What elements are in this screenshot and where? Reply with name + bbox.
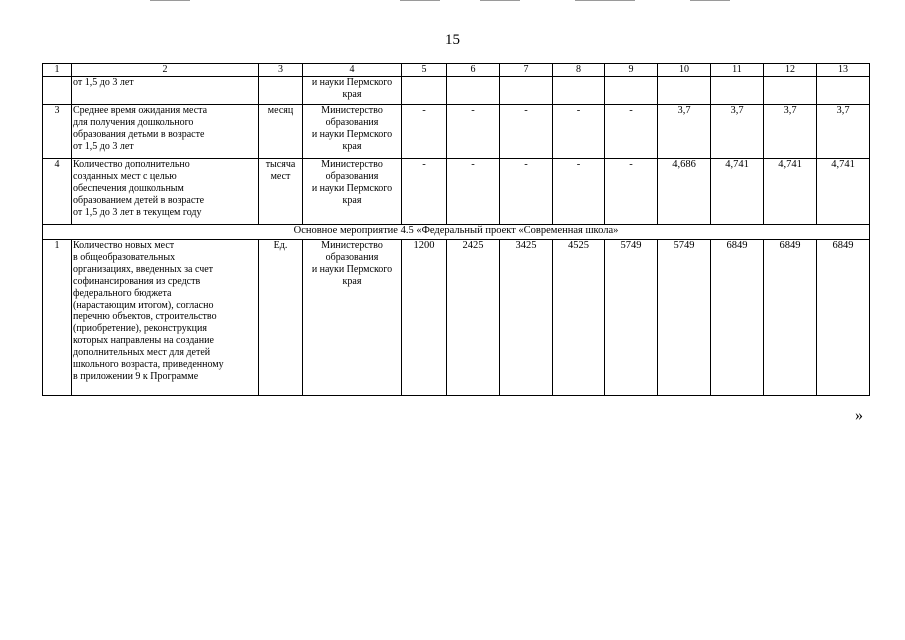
- section-header-row: [43, 225, 870, 240]
- indicator-value: 6849: [817, 240, 870, 396]
- cell-text-line: в приложении 9 к Программе: [73, 370, 199, 382]
- column-number-cell: 11: [711, 64, 764, 77]
- indicator-value: -: [402, 159, 447, 225]
- cell-text-line: Министерство: [321, 105, 383, 116]
- column-number-cell: 13: [817, 64, 870, 77]
- row-number: 1: [43, 240, 72, 396]
- cell-text-line: Количество дополнительно: [73, 159, 190, 170]
- column-number-row: [43, 64, 870, 77]
- indicator-value: [711, 77, 764, 105]
- cell-text-line: образования: [325, 116, 379, 128]
- cell-text-line: тысяча: [265, 159, 296, 170]
- page-number: 15: [445, 32, 460, 48]
- row-number: 4: [43, 159, 72, 225]
- column-number-cell: 10: [658, 64, 711, 77]
- cell-text-line: от 1,5 до 3 лет в текущем году: [73, 206, 202, 218]
- section-title: Основное мероприятие 4.5 «Федеральный проект «Современная школа»: [43, 225, 870, 240]
- indicator-value: -: [500, 159, 553, 225]
- indicator-value: 3,7: [764, 105, 817, 159]
- column-number-cell: 12: [764, 64, 817, 77]
- column-number-cell: 8: [553, 64, 605, 77]
- indicator-name: [72, 159, 259, 225]
- cell-text-line: Министерство: [321, 240, 383, 251]
- closing-quote: »: [855, 407, 863, 424]
- indicator-value: [658, 77, 711, 105]
- cell-text-line: для получения дошкольного: [73, 116, 194, 128]
- indicator-value: -: [447, 159, 500, 225]
- indicator-value: 5749: [605, 240, 658, 396]
- cell-text-line: дополнительных мест для детей: [73, 347, 211, 359]
- indicator-value: -: [605, 159, 658, 225]
- column-number-cell: 3: [259, 64, 303, 77]
- indicator-value: -: [605, 105, 658, 159]
- cell-text-line: образования: [325, 170, 379, 182]
- responsible-executor: [303, 240, 402, 396]
- indicator-value: 5749: [658, 240, 711, 396]
- cell-text-line: образования детьми в возрасте: [73, 128, 205, 140]
- row-number: 3: [43, 105, 72, 159]
- indicator-value: [447, 77, 500, 105]
- cell-text-line: образованием детей в возрасте: [73, 194, 205, 206]
- indicator-value: -: [402, 105, 447, 159]
- indicator-name: [72, 105, 259, 159]
- cell-text-line: от 1,5 до 3 лет: [73, 77, 134, 88]
- indicator-value: [553, 77, 605, 105]
- column-number-cell: 9: [605, 64, 658, 77]
- indicator-value: [500, 77, 553, 105]
- table-row: [43, 240, 870, 396]
- unit-of-measure: [259, 240, 303, 396]
- column-number-cell: 2: [72, 64, 259, 77]
- scan-artifact-line: [575, 0, 635, 1]
- scan-artifact-line: [400, 0, 440, 1]
- cell-text-line: от 1,5 до 3 лет: [73, 140, 134, 152]
- indicator-value: 3425: [500, 240, 553, 396]
- cell-text-line: созданных мест с целью: [73, 170, 177, 182]
- cell-text-line: (нарастающим итогом), согласно: [73, 299, 214, 311]
- indicator-name: [72, 77, 259, 105]
- table-row: [43, 105, 870, 159]
- unit-of-measure: [259, 77, 303, 105]
- cell-text-line: школьного возраста, приведенному: [73, 359, 224, 371]
- indicator-value: 3,7: [658, 105, 711, 159]
- cell-text-line: Среднее время ожидания места: [73, 105, 208, 116]
- cell-text-line: края: [342, 140, 362, 152]
- indicator-value: 4,686: [658, 159, 711, 225]
- cell-text-line: образования: [325, 251, 379, 263]
- indicator-value: 4525: [553, 240, 605, 396]
- table-body: [43, 64, 870, 396]
- indicator-value: -: [500, 105, 553, 159]
- indicator-value: 4,741: [711, 159, 764, 225]
- cell-text-line: и науки Пермского: [311, 77, 393, 88]
- indicator-value: -: [553, 105, 605, 159]
- indicator-name: [72, 240, 259, 396]
- cell-text-line: мест: [270, 170, 291, 182]
- column-number-cell: 4: [303, 64, 402, 77]
- cell-text-line: обеспечения дошкольным: [73, 182, 184, 194]
- column-number-cell: 1: [43, 64, 72, 77]
- scan-artifact-line: [690, 0, 730, 1]
- cell-text-line: софинансирования из средств: [73, 275, 201, 287]
- indicator-value: [402, 77, 447, 105]
- cell-text-line: Количество новых мест: [73, 240, 175, 251]
- cell-text-line: Министерство: [321, 159, 383, 170]
- responsible-executor: [303, 77, 402, 105]
- scan-artifact-line: [150, 0, 190, 1]
- indicator-value: -: [447, 105, 500, 159]
- unit-of-measure: [259, 159, 303, 225]
- column-number-cell: 6: [447, 64, 500, 77]
- row-number: [43, 77, 72, 105]
- indicator-value: 6849: [764, 240, 817, 396]
- unit-of-measure: [259, 105, 303, 159]
- cell-text-line: организациях, введенных за счет: [73, 263, 214, 275]
- cell-text-line: федерального бюджета: [73, 287, 172, 299]
- table-row: [43, 77, 870, 105]
- cell-text-line: и науки Пермского: [311, 263, 393, 275]
- cell-text-line: которых направлены на создание: [73, 335, 214, 347]
- responsible-executor: [303, 105, 402, 159]
- cell-text-line: и науки Пермского: [311, 128, 393, 140]
- cell-text-line: края: [342, 194, 362, 206]
- indicator-value: [605, 77, 658, 105]
- cell-text-line: Ед.: [273, 240, 288, 251]
- indicator-value: 4,741: [817, 159, 870, 225]
- cell-text-line: перечню объектов, строительство: [73, 311, 217, 323]
- cell-text-line: и науки Пермского: [311, 182, 393, 194]
- indicator-value: 2425: [447, 240, 500, 396]
- cell-text-line: (приобретение), реконструкция: [73, 323, 207, 335]
- indicator-value: 3,7: [711, 105, 764, 159]
- indicator-value: 1200: [402, 240, 447, 396]
- indicator-value: 6849: [711, 240, 764, 396]
- indicator-value: [817, 77, 870, 105]
- cell-text-line: месяц: [267, 105, 294, 116]
- cell-text-line: края: [342, 88, 362, 100]
- cell-text-line: в общеобразовательных: [73, 251, 176, 263]
- column-number-cell: 5: [402, 64, 447, 77]
- table-row: [43, 159, 870, 225]
- indicators-table: [42, 63, 870, 396]
- column-number-cell: 7: [500, 64, 553, 77]
- indicator-value: 4,741: [764, 159, 817, 225]
- indicator-value: [764, 77, 817, 105]
- indicator-value: 3,7: [817, 105, 870, 159]
- cell-text-line: края: [342, 275, 362, 287]
- responsible-executor: [303, 159, 402, 225]
- indicator-value: -: [553, 159, 605, 225]
- scan-artifact-line: [480, 0, 520, 1]
